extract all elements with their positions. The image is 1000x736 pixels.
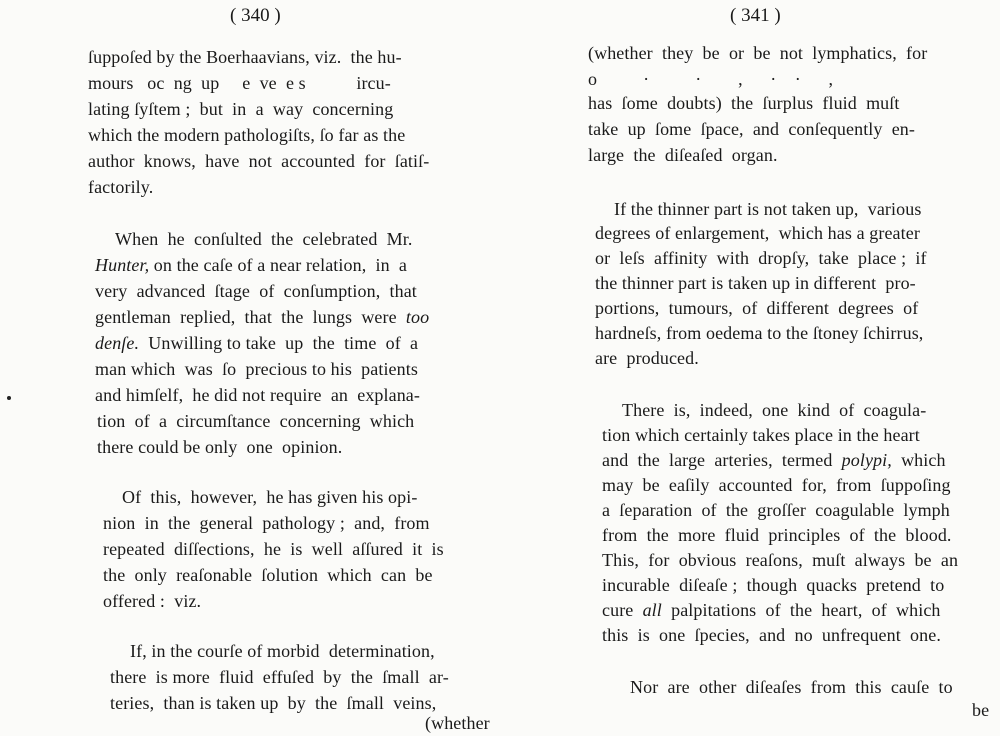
text-line: are produced. [595, 348, 699, 368]
text-line: very advanced ſtage of conſumption, that [95, 281, 417, 301]
text-line: (whether they be or be not lymphatics, for [588, 43, 928, 63]
text-line: o · · , · · , [588, 69, 834, 89]
text-line: from the more fluid principles of the blood. [602, 525, 952, 545]
text-line: the thinner part is taken up in different pro- [595, 273, 916, 293]
text-line: and himſelf, he did not require an explana- [95, 385, 420, 405]
text-line: man which was ſo precious to his patients [95, 359, 418, 379]
text-line: and the large arteries, termed polypi, which [602, 450, 946, 470]
text-line: gentleman replied, that the lungs were too [95, 307, 430, 327]
text-line: portions, tumours, of different degrees of [595, 298, 919, 318]
text-line: Hunter, on the caſe of a near relation, in a [95, 255, 407, 275]
text-line: author knows, have not accounted for ſatiſ- [88, 151, 430, 171]
text-line: which the modern pathologiſts, ſo far as the [88, 125, 406, 145]
text-line: hardneſs, from oedema to the ſtoney ſchirrus, [595, 323, 924, 343]
text-line: a ſeparation of the groſſer coagulable lymph [602, 500, 950, 520]
text-line: there is more fluid effuſed by the ſmall ar- [110, 667, 449, 687]
text-line: If the thinner part is not taken up, various [614, 199, 922, 219]
text-line: degrees of enlargement, which has a greater [595, 223, 920, 243]
text-line: If, in the courſe of morbid determination, [130, 641, 435, 661]
text-line: repeated diſſections, he is well aſſured it is [103, 539, 444, 559]
text-line: When he conſulted the celebrated Mr. [115, 229, 413, 249]
text-line: There is, indeed, one kind of coagula- [622, 400, 927, 420]
page-number: ( 340 ) [230, 5, 281, 26]
text-line: tion which certainly takes place in the heart [602, 425, 920, 445]
text-line: this is one ſpecies, and no unfrequent one. [602, 625, 941, 645]
text-line: incurable diſeaſe ; though quacks pretend to [602, 575, 945, 595]
text-line: or leſs affinity with dropſy, take place ; if [595, 248, 927, 268]
text-line: the only reaſonable ſolution which can be [103, 565, 433, 585]
ink-speck [7, 396, 11, 400]
text-line: large the diſeaſed organ. [588, 145, 778, 165]
text-line: nion in the general pathology ; and, from [103, 513, 430, 533]
page-number: ( 341 ) [730, 5, 781, 26]
text-line: Nor are other diſeaſes from this cauſe to [630, 677, 953, 697]
catchword: (whether [425, 713, 490, 733]
text-line: teries, than is taken up by the ſmall veins, [110, 693, 437, 713]
text-line: factorily. [88, 177, 154, 197]
text-line: mours oc ng up e ve e s ircu- [88, 73, 391, 93]
text-line: lating ſyſtem ; but in a way concerning [88, 99, 394, 119]
text-line: ſuppoſed by the Boerhaavians, viz. the hu- [88, 47, 402, 67]
text-line: there could be only one opinion. [97, 437, 343, 457]
text-line: take up ſome ſpace, and conſequently en- [588, 119, 915, 139]
text-line: has ſome doubts) the ſurplus fluid muſt [588, 93, 900, 113]
text-line: Of this, however, he has given his opi- [122, 487, 418, 507]
catchword: be [972, 700, 990, 720]
text-line: denſe. Unwilling to take up the time of a [95, 333, 419, 353]
text-line: This, for obvious reaſons, muſt always be an [602, 550, 959, 570]
text-line: may be eaſily accounted for, from ſuppoſing [602, 475, 951, 495]
text-line: tion of a circumſtance concerning which [97, 411, 415, 431]
text-line: offered : viz. [103, 591, 202, 611]
text-line: cure all palpitations of the heart, of which [602, 600, 941, 620]
